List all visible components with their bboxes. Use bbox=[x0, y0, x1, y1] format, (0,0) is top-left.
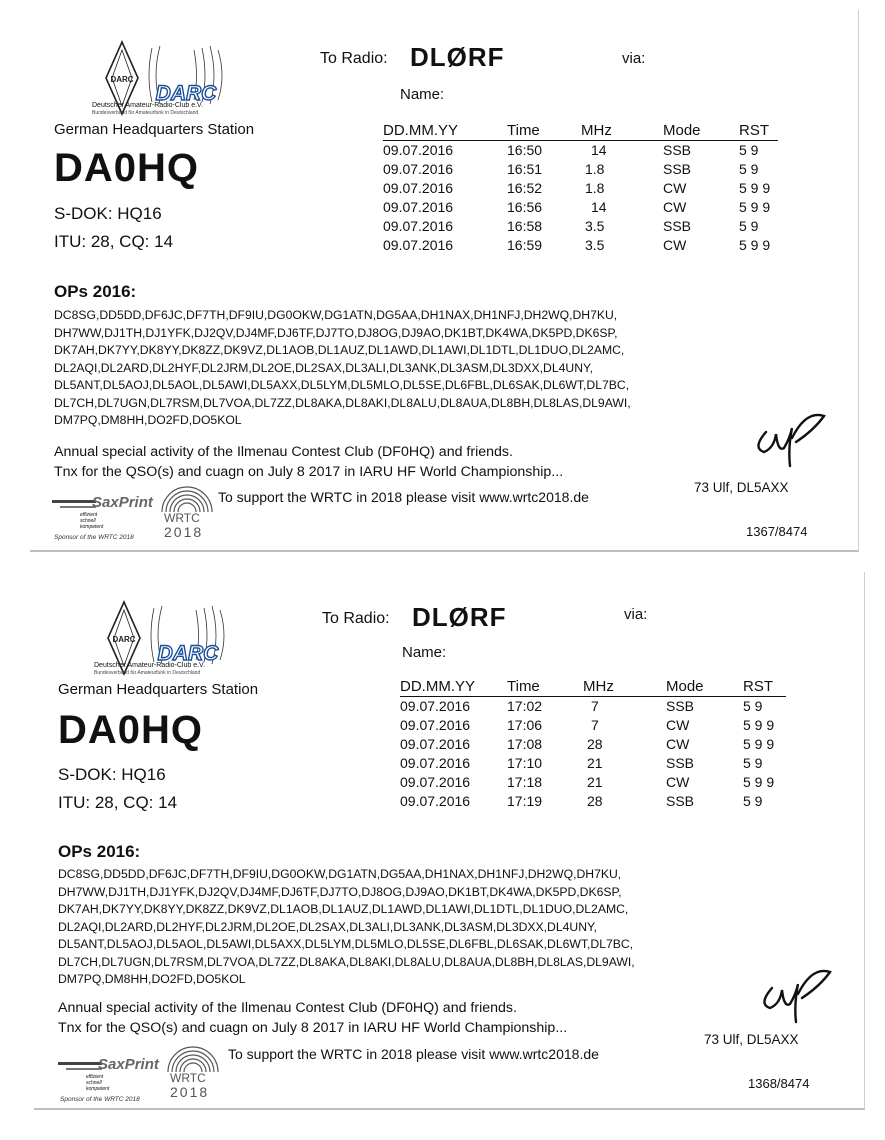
cell: 14 bbox=[591, 199, 607, 215]
table-row bbox=[383, 198, 778, 217]
saxprint-tag: effizient bbox=[86, 1074, 104, 1080]
cell: 09.07.2016 bbox=[400, 698, 471, 714]
cell: 21 bbox=[587, 755, 603, 771]
cell: 17:10 bbox=[507, 755, 543, 771]
tnx-text: Tnx for the QSO(s) and cuagn on July 8 2017 in IARU HF World Championship... bbox=[54, 464, 564, 480]
signature-icon bbox=[754, 964, 836, 1030]
cell: 5 9 9 bbox=[743, 774, 775, 790]
qso-header-row bbox=[400, 678, 786, 697]
annual-activity-text: Annual special activity of the Ilmenau Contest Club (DF0HQ) and friends. bbox=[54, 444, 513, 460]
cell: 09.07.2016 bbox=[400, 717, 471, 733]
cell: 28 bbox=[587, 793, 603, 809]
cell: 09.07.2016 bbox=[400, 793, 471, 809]
qsl-card-2 bbox=[34, 572, 865, 1110]
col-time: Time bbox=[507, 122, 581, 141]
table-row bbox=[400, 697, 786, 717]
cell: 5 9 9 bbox=[739, 237, 771, 253]
qso-table bbox=[400, 678, 786, 811]
table-row bbox=[400, 716, 786, 735]
cell: 09.07.2016 bbox=[383, 180, 454, 196]
cell: 16:50 bbox=[507, 142, 543, 158]
cell: 5 9 9 bbox=[743, 736, 775, 752]
cell: 17:19 bbox=[507, 793, 543, 809]
cell: 09.07.2016 bbox=[383, 199, 454, 215]
wrtc-line2: 2018 bbox=[164, 524, 204, 540]
svg-text:DARC: DARC bbox=[155, 82, 217, 105]
wrtc-line1: WRTC bbox=[170, 1071, 206, 1085]
col-mode: Mode bbox=[663, 122, 739, 141]
col-mhz: MHz bbox=[581, 122, 663, 141]
via-label: via: bbox=[624, 606, 648, 623]
cell: 09.07.2016 bbox=[400, 774, 471, 790]
saxprint-tag: schnell bbox=[86, 1080, 102, 1086]
wrtc-line1: WRTC bbox=[164, 511, 200, 525]
svg-text:DARC: DARC bbox=[157, 642, 219, 665]
cell: SSB bbox=[663, 218, 692, 234]
cell: CW bbox=[663, 237, 687, 253]
signature-text: 73 Ulf, DL5AXX bbox=[694, 480, 789, 495]
darc-org-sub: Bundesverband für Amateurfunk in Deutschland bbox=[94, 670, 201, 676]
annual-activity-text: Annual special activity of the Ilmenau Contest Club (DF0HQ) and friends. bbox=[58, 1000, 517, 1016]
signature-icon bbox=[748, 408, 830, 474]
to-radio-label: To Radio: bbox=[320, 50, 388, 67]
via-label: via: bbox=[622, 50, 646, 67]
cell: 5 9 9 bbox=[743, 717, 775, 733]
saxprint-tag: kompetent bbox=[80, 524, 104, 530]
table-row bbox=[383, 160, 778, 179]
support-text: To support the WRTC in 2018 please visit www.wrtc2018.de bbox=[228, 1046, 599, 1062]
svg-text:DARC: DARC bbox=[110, 75, 134, 84]
qso-table bbox=[383, 122, 778, 255]
svg-text:DARC: DARC bbox=[112, 635, 136, 644]
table-row bbox=[383, 179, 778, 198]
cell: 3.5 bbox=[585, 218, 605, 234]
saxprint-brand: SaxPrint bbox=[98, 1056, 159, 1073]
qsl-card-1 bbox=[30, 10, 859, 552]
cell: 5 9 bbox=[743, 698, 763, 714]
qso-header-row bbox=[383, 122, 778, 141]
col-time: Time bbox=[507, 678, 583, 697]
cell: 1.8 bbox=[585, 180, 605, 196]
table-row bbox=[400, 754, 786, 773]
cell: 1.8 bbox=[585, 161, 605, 177]
cell: 5 9 bbox=[743, 793, 763, 809]
ops-title: OPs 2016: bbox=[58, 842, 141, 861]
cell: 09.07.2016 bbox=[383, 218, 454, 234]
cell: 3.5 bbox=[585, 237, 605, 253]
saxprint-tag: effizient bbox=[80, 512, 98, 518]
cell: CW bbox=[663, 180, 687, 196]
to-radio-label: To Radio: bbox=[322, 610, 390, 627]
name-label: Name: bbox=[400, 86, 445, 103]
col-rst: RST bbox=[739, 122, 778, 141]
cell: 17:02 bbox=[507, 698, 543, 714]
darc-org-name: Deutscher Amateur-Radio-Club e.V. bbox=[92, 102, 204, 109]
sponsor-text: Sponsor of the WRTC 2018 bbox=[60, 1096, 140, 1103]
wrtc-line2: 2018 bbox=[170, 1084, 210, 1100]
col-date: DD.MM.YY bbox=[383, 122, 507, 141]
itu-cq: ITU: 28, CQ: 14 bbox=[54, 232, 174, 251]
itu-cq: ITU: 28, CQ: 14 bbox=[58, 793, 178, 812]
darc-org-sub: Bundesverband für Amateurfunk in Deutschland bbox=[92, 110, 199, 116]
cell: 5 9 bbox=[739, 218, 759, 234]
cell: 16:58 bbox=[507, 218, 543, 234]
cell: 09.07.2016 bbox=[383, 237, 454, 253]
name-label: Name: bbox=[402, 644, 447, 661]
cell: 14 bbox=[591, 142, 607, 158]
table-row bbox=[383, 217, 778, 236]
ops-list: DC8SG,DD5DD,DF6JC,DF7TH,DF9IU,DG0OKW,DG1ATN,DG5AA,DH1NAX,DH1NFJ,DH2WQ,DH7KU, DH7WW,DJ1TH,DJ1YFK,DJ2QV,DJ4MF,DJ6TF,DJ7TO,DJ8OG,DJ9AO,DK1BT,DK4WA,DK5PD,DK6SP, DK7AH,DK7YY,DK8YY,DK8ZZ,DK9VZ,DL1AOB,DL1AUZ,DL1AWD,DL1AWI,DL1DTL,DL1DUO,DL2AMC, DL2AQI,DL2ARD,DL2HYF,DL2JRM,DL2OE,DL2SAX,DL3ALI,DL3ANK,DL3ASM,DL3DXX,DL4UNY, DL5ANT,DL5AOJ,DL5AOL,DL5AWI,DL5AXX,DL5LYM,DL5MLO,DL5SE,DL6FBL,DL6SAK,DL6WT,DL7BC, DL7CH,DL7UGN,DL7RSM,DL7VOA,DL7ZZ,DL8AKA,DL8AKI,DL8ALU,DL8AUA,DL8BH,DL8LAS,DL9AWI, DM7PQ,DM8HH,DO2FD,DO5KOL bbox=[58, 867, 635, 986]
cell: 5 9 9 bbox=[739, 199, 771, 215]
callsign: DA0HQ bbox=[54, 146, 200, 190]
cell: CW bbox=[666, 717, 690, 733]
tnx-text: Tnx for the QSO(s) and cuagn on July 8 2017 in IARU HF World Championship... bbox=[58, 1020, 568, 1036]
wrtc-logo-icon bbox=[156, 484, 218, 544]
hq-station-label: German Headquarters Station bbox=[58, 681, 259, 698]
col-mode: Mode bbox=[666, 678, 743, 697]
cell: 5 9 bbox=[743, 755, 763, 771]
table-row bbox=[400, 792, 786, 811]
to-radio-callsign: DLØRF bbox=[410, 42, 505, 72]
serial-number: 1368/8474 bbox=[748, 1076, 810, 1091]
support-text: To support the WRTC in 2018 please visit www.wrtc2018.de bbox=[218, 489, 589, 505]
col-mhz: MHz bbox=[583, 678, 666, 697]
darc-org-name: Deutscher Amateur-Radio-Club e.V. bbox=[94, 662, 206, 669]
darc-logo-icon bbox=[84, 600, 244, 690]
cell: SSB bbox=[663, 161, 692, 177]
col-rst: RST bbox=[743, 678, 786, 697]
col-date: DD.MM.YY bbox=[400, 678, 507, 697]
callsign: DA0HQ bbox=[58, 708, 204, 752]
cell: 09.07.2016 bbox=[383, 142, 454, 158]
serial-number: 1367/8474 bbox=[746, 524, 808, 539]
saxprint-brand: SaxPrint bbox=[92, 494, 153, 511]
darc-logo-icon bbox=[82, 40, 242, 130]
cell: 28 bbox=[587, 736, 603, 752]
ops-list: DC8SG,DD5DD,DF6JC,DF7TH,DF9IU,DG0OKW,DG1ATN,DG5AA,DH1NAX,DH1NFJ,DH2WQ,DH7KU, DH7WW,DJ1TH,DJ1YFK,DJ2QV,DJ4MF,DJ6TF,DJ7TO,DJ8OG,DJ9AO,DK1BT,DK4WA,DK5PD,DK6SP, DK7AH,DK7YY,DK8YY,DK8ZZ,DK9VZ,DL1AOB,DL1AUZ,DL1AWD,DL1AWI,DL1DTL,DL1DUO,DL2AMC, DL2AQI,DL2ARD,DL2HYF,DL2JRM,DL2OE,DL2SAX,DL3ALI,DL3ANK,DL3ASM,DL3DXX,DL4UNY, DL5ANT,DL5AOJ,DL5AOL,DL5AWI,DL5AXX,DL5LYM,DL5MLO,DL5SE,DL6FBL,DL6SAK,DL6WT,DL7BC, DL7CH,DL7UGN,DL7RSM,DL7VOA,DL7ZZ,DL8AKA,DL8AKI,DL8ALU,DL8AUA,DL8BH,DL8LAS,DL9AWI, DM7PQ,DM8HH,DO2FD,DO5KOL bbox=[54, 308, 631, 427]
cell: 5 9 bbox=[739, 142, 759, 158]
cell: 16:59 bbox=[507, 237, 543, 253]
cell: 17:18 bbox=[507, 774, 543, 790]
cell: 16:52 bbox=[507, 180, 543, 196]
cell: 5 9 bbox=[739, 161, 759, 177]
cell: SSB bbox=[663, 142, 692, 158]
sdok: S-DOK: HQ16 bbox=[58, 765, 166, 784]
cell: 17:06 bbox=[507, 717, 543, 733]
cell: 09.07.2016 bbox=[400, 736, 471, 752]
table-row bbox=[400, 773, 786, 792]
cell: 16:51 bbox=[507, 161, 543, 177]
table-row bbox=[400, 735, 786, 754]
cell: CW bbox=[663, 199, 687, 215]
signature-text: 73 Ulf, DL5AXX bbox=[704, 1032, 799, 1047]
saxprint-tag: kompetent bbox=[86, 1086, 110, 1092]
table-row bbox=[383, 236, 778, 255]
wrtc-logo-icon bbox=[162, 1044, 224, 1104]
cell: SSB bbox=[666, 793, 695, 809]
saxprint-tag: schnell bbox=[80, 518, 96, 524]
cell: SSB bbox=[666, 755, 695, 771]
cell: 7 bbox=[591, 717, 599, 733]
cell: 21 bbox=[587, 774, 603, 790]
cell: 09.07.2016 bbox=[383, 161, 454, 177]
cell: SSB bbox=[666, 698, 695, 714]
ops-title: OPs 2016: bbox=[54, 282, 137, 301]
sponsor-text: Sponsor of the WRTC 2018 bbox=[54, 534, 134, 541]
cell: CW bbox=[666, 736, 690, 752]
cell: 17:08 bbox=[507, 736, 543, 752]
cell: 09.07.2016 bbox=[400, 755, 471, 771]
sdok: S-DOK: HQ16 bbox=[54, 204, 162, 223]
cell: 16:56 bbox=[507, 199, 543, 215]
to-radio-callsign: DLØRF bbox=[412, 602, 507, 632]
cell: 5 9 9 bbox=[739, 180, 771, 196]
hq-station-label: German Headquarters Station bbox=[54, 121, 255, 138]
table-row bbox=[383, 141, 778, 161]
cell: CW bbox=[666, 774, 690, 790]
cell: 7 bbox=[591, 698, 599, 714]
